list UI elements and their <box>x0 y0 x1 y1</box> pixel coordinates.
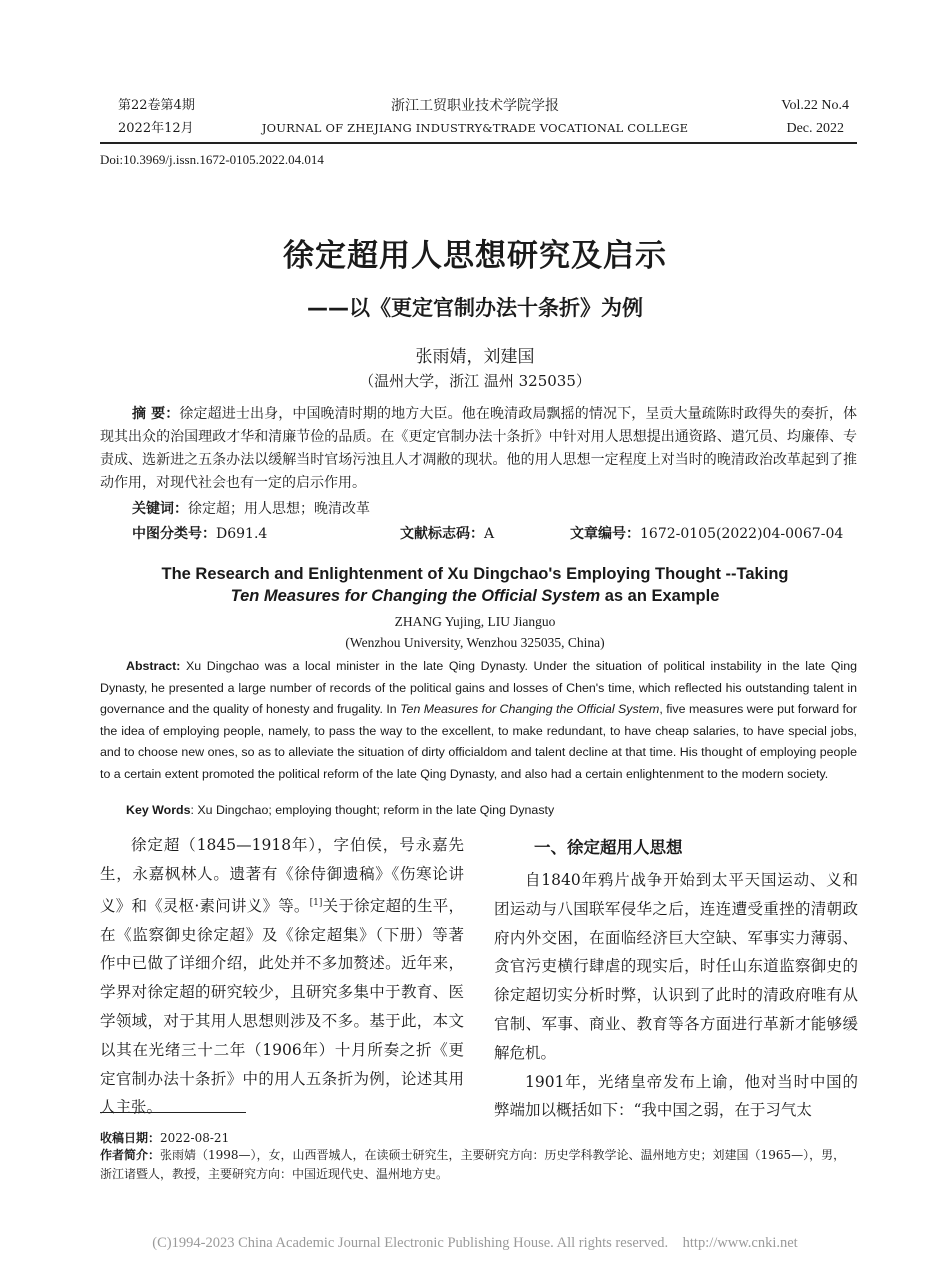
affiliation-en: (Wenzhou University, Wenzhou 325035, China) <box>345 635 605 650</box>
title-en-rest: as an Example <box>600 587 720 605</box>
abstract-cn <box>100 403 857 495</box>
citation-ref: [1] <box>309 897 323 908</box>
header-volume-cn: 第22卷第4期 <box>118 98 195 113</box>
header-date-cn: 2022年12月 <box>118 121 194 136</box>
title-en <box>0 563 950 607</box>
received-label: 收稿日期： <box>100 1131 161 1145</box>
header-volume-en: Vol.22 No.4 <box>781 98 849 113</box>
abstract-cn-text: 徐定超进士出身，中国晚清时期的地方大臣。他在晚清政局飘摇的情况下，呈贡大量疏陈时政得失的奏折，体现其出众的治国理政才华和清廉节俭的品质。在《更定官制办法十条折》中针对用人思想提出通资路、遣冗员、均廉俸、专责成、选新进之五条办法以缓解当时官场污浊且人才凋敝的现状。他的用人思想一定程度上对当时的晚清政治改革起到了推动作用，对现代社会也有一定的启示作用。 <box>100 406 858 491</box>
paper-title: 徐定超用人思想研究及启示 <box>283 238 667 274</box>
section-heading: 一、徐定超用人思想 <box>534 838 683 857</box>
abstract-en-italic: Ten Measures for Changing the Official System <box>400 702 660 717</box>
clc-label: 中图分类号： <box>132 526 216 542</box>
body-right-paragraph-2: 1901年，光绪皇帝发布上谕，他对当时中国的弊端加以概括如下：“我中国之弱，在于习气太 <box>494 1072 858 1120</box>
article-number-value: 1672-0105(2022)04-0067-04 <box>640 526 844 542</box>
keywords-cn-text: 徐定超；用人思想；晚清改革 <box>188 501 370 517</box>
authors-cn: 张雨婧，刘建国 <box>415 347 535 367</box>
title-en-line1: The Research and Enlightenment of Xu Dingchao's Employing Thought --Taking <box>161 565 789 583</box>
document-code-label: 文献标志码： <box>400 526 484 542</box>
title-en-italic: Ten Measures for Changing the Official System <box>230 587 601 605</box>
author-bio-label: 作者简介： <box>100 1148 161 1162</box>
body-left-text-b: 关于徐定超的生平，在《监察御史徐定超》及《徐定超集》（下册）等著作中已做了详细介绍，此处并不多加赘述。近年来，学界对徐定超的研究较少，且研究多集中于教育、医学领域，对于其用人思想则涉及不多。基于此，本文以其在光绪三十二年（1906年）十月所奏之折《更定官制办法十条折》中的用人五条折为例，论述其用人主张。 <box>100 896 464 1117</box>
clc-number <box>132 523 267 543</box>
footnote-author-bio <box>100 1146 857 1184</box>
title-en-line2 <box>0 585 950 607</box>
header-journal-cn: 浙江工贸职业技术学院学报 <box>391 98 559 114</box>
doi: Doi:10.3969/j.issn.1672-0105.2022.04.014 <box>100 152 324 167</box>
body-left-paragraph <box>100 831 464 1122</box>
affiliation-cn: （温州大学，浙江 温州 325035） <box>359 372 591 390</box>
abstract-en-part2: , five measures were put forward for the idea of employing people, namely, to pass the way to the excellent, to make redundant, to have cheap salaries, to have special jobs, and to choose new ones, so as to alleviate the situation of dirty officialdom and talent decline at that time. His thought of employing people to a certain extent promoted the political reform of the late Qing Dynasty, and also had a certain enlightenment to the modern society. <box>100 702 857 781</box>
copyright-notice: (C)1994-2023 China Academic Journal Electronic Publishing House. All rights reserved. http://www.cnki.net <box>152 1235 798 1251</box>
header-date-en: Dec. 2022 <box>786 121 844 136</box>
keywords-cn <box>132 498 370 518</box>
body-left-text-a: 徐定超（1845—1918年），字伯侯，号永嘉先生，永嘉枫林人。遗著有《徐侍御遗稿》《伤寒论讲义》和《灵枢·素问讲义》等。 <box>100 836 464 915</box>
abstract-cn-label: 摘 要： <box>132 406 180 422</box>
clc-value: D691.4 <box>216 526 268 542</box>
abstract-en-part1: Xu Dingchao was a local minister in the late Qing Dynasty. Under the situation of political instability in the late Qing Dynasty, he presented a large number of records of the political gains and losses of Chen's time, which reflected his outstanding talent in governance and the quality of honesty and frugality. In <box>100 659 857 717</box>
author-bio-text: 张雨婧（1998—），女，山西晋城人，在读硕士研究生，主要研究方向：历史学科教学论、温州地方史；刘建国（1965—），男，浙江诸暨人，教授，主要研究方向：中国近现代史、温州地方史。 <box>100 1148 846 1181</box>
keywords-en-text: : Xu Dingchao; employing thought; reform in the late Qing Dynasty <box>190 803 555 817</box>
paper-subtitle: ——以《更定官制办法十条折》为例 <box>307 296 643 320</box>
article-number <box>570 523 843 543</box>
abstract-en-label: Abstract: <box>126 659 181 673</box>
document-code-value: A <box>484 526 495 542</box>
received-date: 2022-08-21 <box>160 1131 230 1145</box>
body-left-column <box>100 831 464 1122</box>
header-journal-en: JOURNAL OF ZHEJIANG INDUSTRY&TRADE VOCATIONAL COLLEGE <box>261 121 689 135</box>
keywords-en-label: Key Words <box>126 803 191 817</box>
document-code <box>400 523 494 543</box>
abstract-en <box>100 656 857 786</box>
header-rule <box>100 142 857 144</box>
keywords-en <box>126 803 554 817</box>
body-right-column <box>494 833 858 1125</box>
article-number-label: 文章编号： <box>570 526 640 542</box>
footnote-rule <box>100 1112 246 1113</box>
body-right-paragraph-1: 自1840年鸦片战争开始到太平天国运动、义和团运动与八国联军侵华之后，连连遭受重挫的清朝政府内外交困，在面临经济巨大空缺、军事实力薄弱、贪官污吏横行肆虐的现实后，时任山东道监察御史的徐定超切实分析时弊，认识到了此时的清政府唯有从官制、军事、商业、教育等各方面进行革新才能够缓解危机。 <box>494 871 858 1062</box>
keywords-cn-label: 关键词： <box>132 501 188 517</box>
authors-en: ZHANG Yujing, LIU Jianguo <box>394 614 556 629</box>
